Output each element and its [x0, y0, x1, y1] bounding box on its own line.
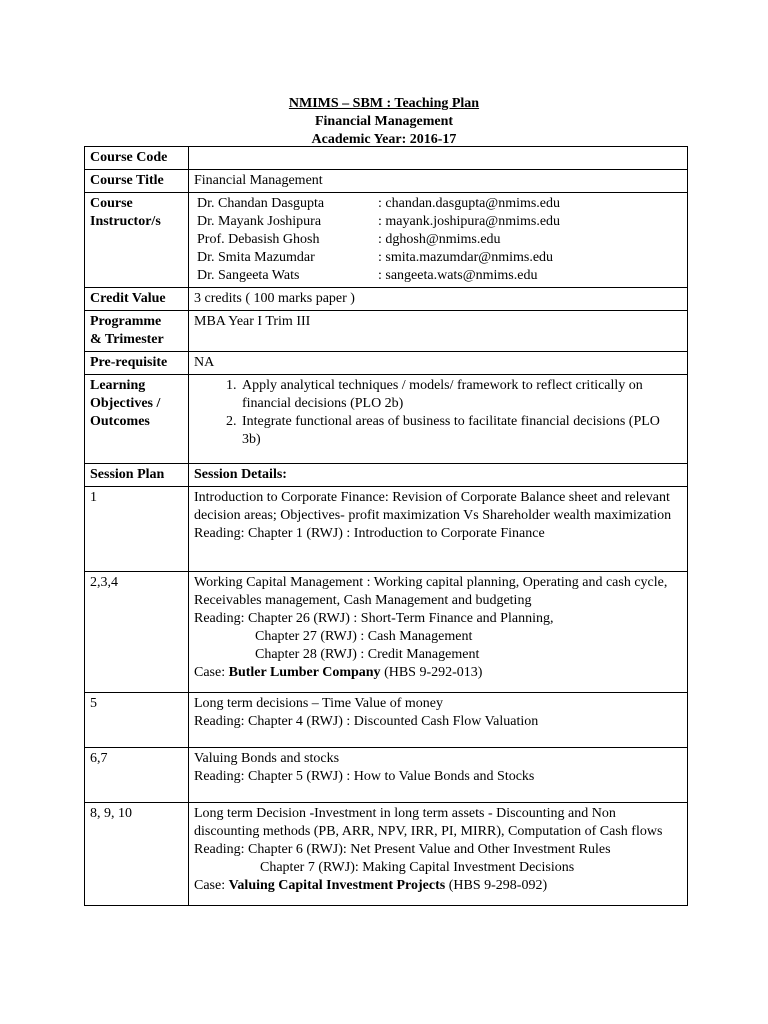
course-code-row	[85, 147, 688, 170]
session-row	[85, 487, 688, 572]
prereq-row	[85, 352, 688, 375]
course-title-row	[85, 170, 688, 193]
objectives-label-line2: Objectives /	[90, 396, 161, 411]
session-row	[85, 748, 688, 803]
case-name: Butler Lumber Company	[228, 665, 381, 680]
prereq-label: Pre-requisite	[85, 352, 189, 375]
session-topic: Working Capital Management : Working capital planning, Operating and cash cycle, Receivables management, Cash Management and budgeting	[194, 575, 668, 608]
session-reading-cont: Chapter 27 (RWJ) : Cash Management	[255, 629, 473, 644]
session-reading-cont: Chapter 7 (RWJ): Making Capital Investment Decisions	[260, 860, 575, 875]
programme-value: MBA Year I Trim III	[189, 311, 688, 352]
session-topic: Valuing Bonds and stocks	[194, 751, 340, 766]
session-number: 2,3,4	[85, 572, 189, 693]
teaching-plan-table	[84, 146, 688, 906]
objectives-list	[194, 377, 682, 449]
instructor-row	[194, 213, 682, 231]
session-reading: Reading: Chapter 6 (RWJ): Net Present Value and Other Investment Rules	[194, 842, 611, 857]
credit-row	[85, 288, 688, 311]
objectives-value	[189, 375, 688, 464]
instructor-row	[194, 249, 682, 267]
course-code-value	[189, 147, 688, 170]
objectives-label	[85, 375, 189, 464]
course-title-label: Course Title	[85, 170, 189, 193]
case-reference: (HBS 9-298-092)	[445, 878, 548, 893]
academic-year: Academic Year: 2016-17	[311, 132, 457, 147]
session-details-label: Session Details:	[189, 464, 688, 487]
session-case	[194, 877, 682, 895]
instructor-name: Dr. Chandan Dasgupta	[197, 196, 325, 211]
objective-item: 2. Integrate functional areas of business to facilitate financial decisions (PLO 3b)	[240, 413, 682, 449]
instructors-label-line1: Course	[90, 196, 133, 211]
session-number: 5	[85, 693, 189, 748]
document-title: NMIMS – SBM : Teaching Plan	[288, 96, 480, 111]
instructor-name: Dr. Smita Mazumdar	[197, 250, 315, 265]
session-reading: Reading: Chapter 5 (RWJ) : How to Value Bonds and Stocks	[194, 769, 535, 784]
session-number: 8, 9, 10	[85, 803, 189, 906]
session-header-row	[85, 464, 688, 487]
session-row	[85, 572, 688, 693]
document-subject: Financial Management	[314, 114, 454, 129]
session-number: 1	[85, 487, 189, 572]
objectives-label-line3: Outcomes	[90, 414, 150, 429]
instructor-email: : chandan.dasgupta@nmims.edu	[378, 196, 561, 211]
session-details	[189, 803, 688, 906]
session-plan-label: Session Plan	[85, 464, 189, 487]
document-header	[0, 95, 768, 149]
session-topic: Introduction to Corporate Finance: Revision of Corporate Balance sheet and relevant decision areas; Objectives- profit maximization Vs Shareholder wealth maximization	[194, 490, 672, 523]
session-row	[85, 693, 688, 748]
objectives-label-line1: Learning	[90, 378, 146, 393]
instructor-email: : smita.mazumdar@nmims.edu	[378, 250, 554, 265]
instructor-name: Dr. Sangeeta Wats	[197, 268, 300, 283]
case-name: Valuing Capital Investment Projects	[228, 878, 446, 893]
session-topic: Long term Decision -Investment in long term assets - Discounting and Non discounting methods (PB, ARR, NPV, IRR, PI, MIRR), Computation of Cash flows	[194, 806, 663, 839]
instructor-name: Dr. Mayank Joshipura	[197, 214, 322, 229]
session-reading: Reading: Chapter 1 (RWJ) : Introduction to Corporate Finance	[194, 526, 545, 541]
session-reading: Reading: Chapter 4 (RWJ) : Discounted Cash Flow Valuation	[194, 714, 539, 729]
session-case	[194, 664, 682, 682]
session-details	[189, 572, 688, 693]
objectives-row	[85, 375, 688, 464]
session-details	[189, 748, 688, 803]
case-reference: (HBS 9-292-013)	[380, 665, 483, 680]
instructor-row	[194, 195, 682, 213]
session-details	[189, 693, 688, 748]
session-topic: Long term decisions – Time Value of money	[194, 696, 443, 711]
objective-item: 1. Apply analytical techniques / models/ framework to reflect critically on financial decisions (PLO 2b)	[240, 377, 682, 413]
session-reading: Reading: Chapter 26 (RWJ) : Short-Term Finance and Planning,	[194, 611, 554, 626]
programme-label-line2: & Trimester	[90, 332, 164, 347]
instructors-row	[85, 193, 688, 288]
session-details	[189, 487, 688, 572]
instructor-email: : mayank.joshipura@nmims.edu	[378, 214, 561, 229]
instructor-row	[194, 267, 682, 285]
credit-value: 3 credits ( 100 marks paper )	[189, 288, 688, 311]
programme-label	[85, 311, 189, 352]
prereq-value: NA	[189, 352, 688, 375]
instructor-email: : dghosh@nmims.edu	[378, 232, 501, 247]
instructors-label-line2: Instructor/s	[90, 214, 161, 229]
instructors-label	[85, 193, 189, 288]
case-prefix: Case:	[194, 665, 229, 680]
session-row	[85, 803, 688, 906]
instructor-name: Prof. Debasish Ghosh	[197, 232, 320, 247]
instructor-email: : sangeeta.wats@nmims.edu	[378, 268, 538, 283]
course-title-value: Financial Management	[189, 170, 688, 193]
instructor-row	[194, 231, 682, 249]
credit-label: Credit Value	[85, 288, 189, 311]
course-code-label: Course Code	[85, 147, 189, 170]
programme-row	[85, 311, 688, 352]
session-number: 6,7	[85, 748, 189, 803]
instructors-list	[189, 193, 688, 288]
case-prefix: Case:	[194, 878, 229, 893]
session-reading-cont: Chapter 28 (RWJ) : Credit Management	[255, 647, 480, 662]
programme-label-line1: Programme	[90, 314, 162, 329]
